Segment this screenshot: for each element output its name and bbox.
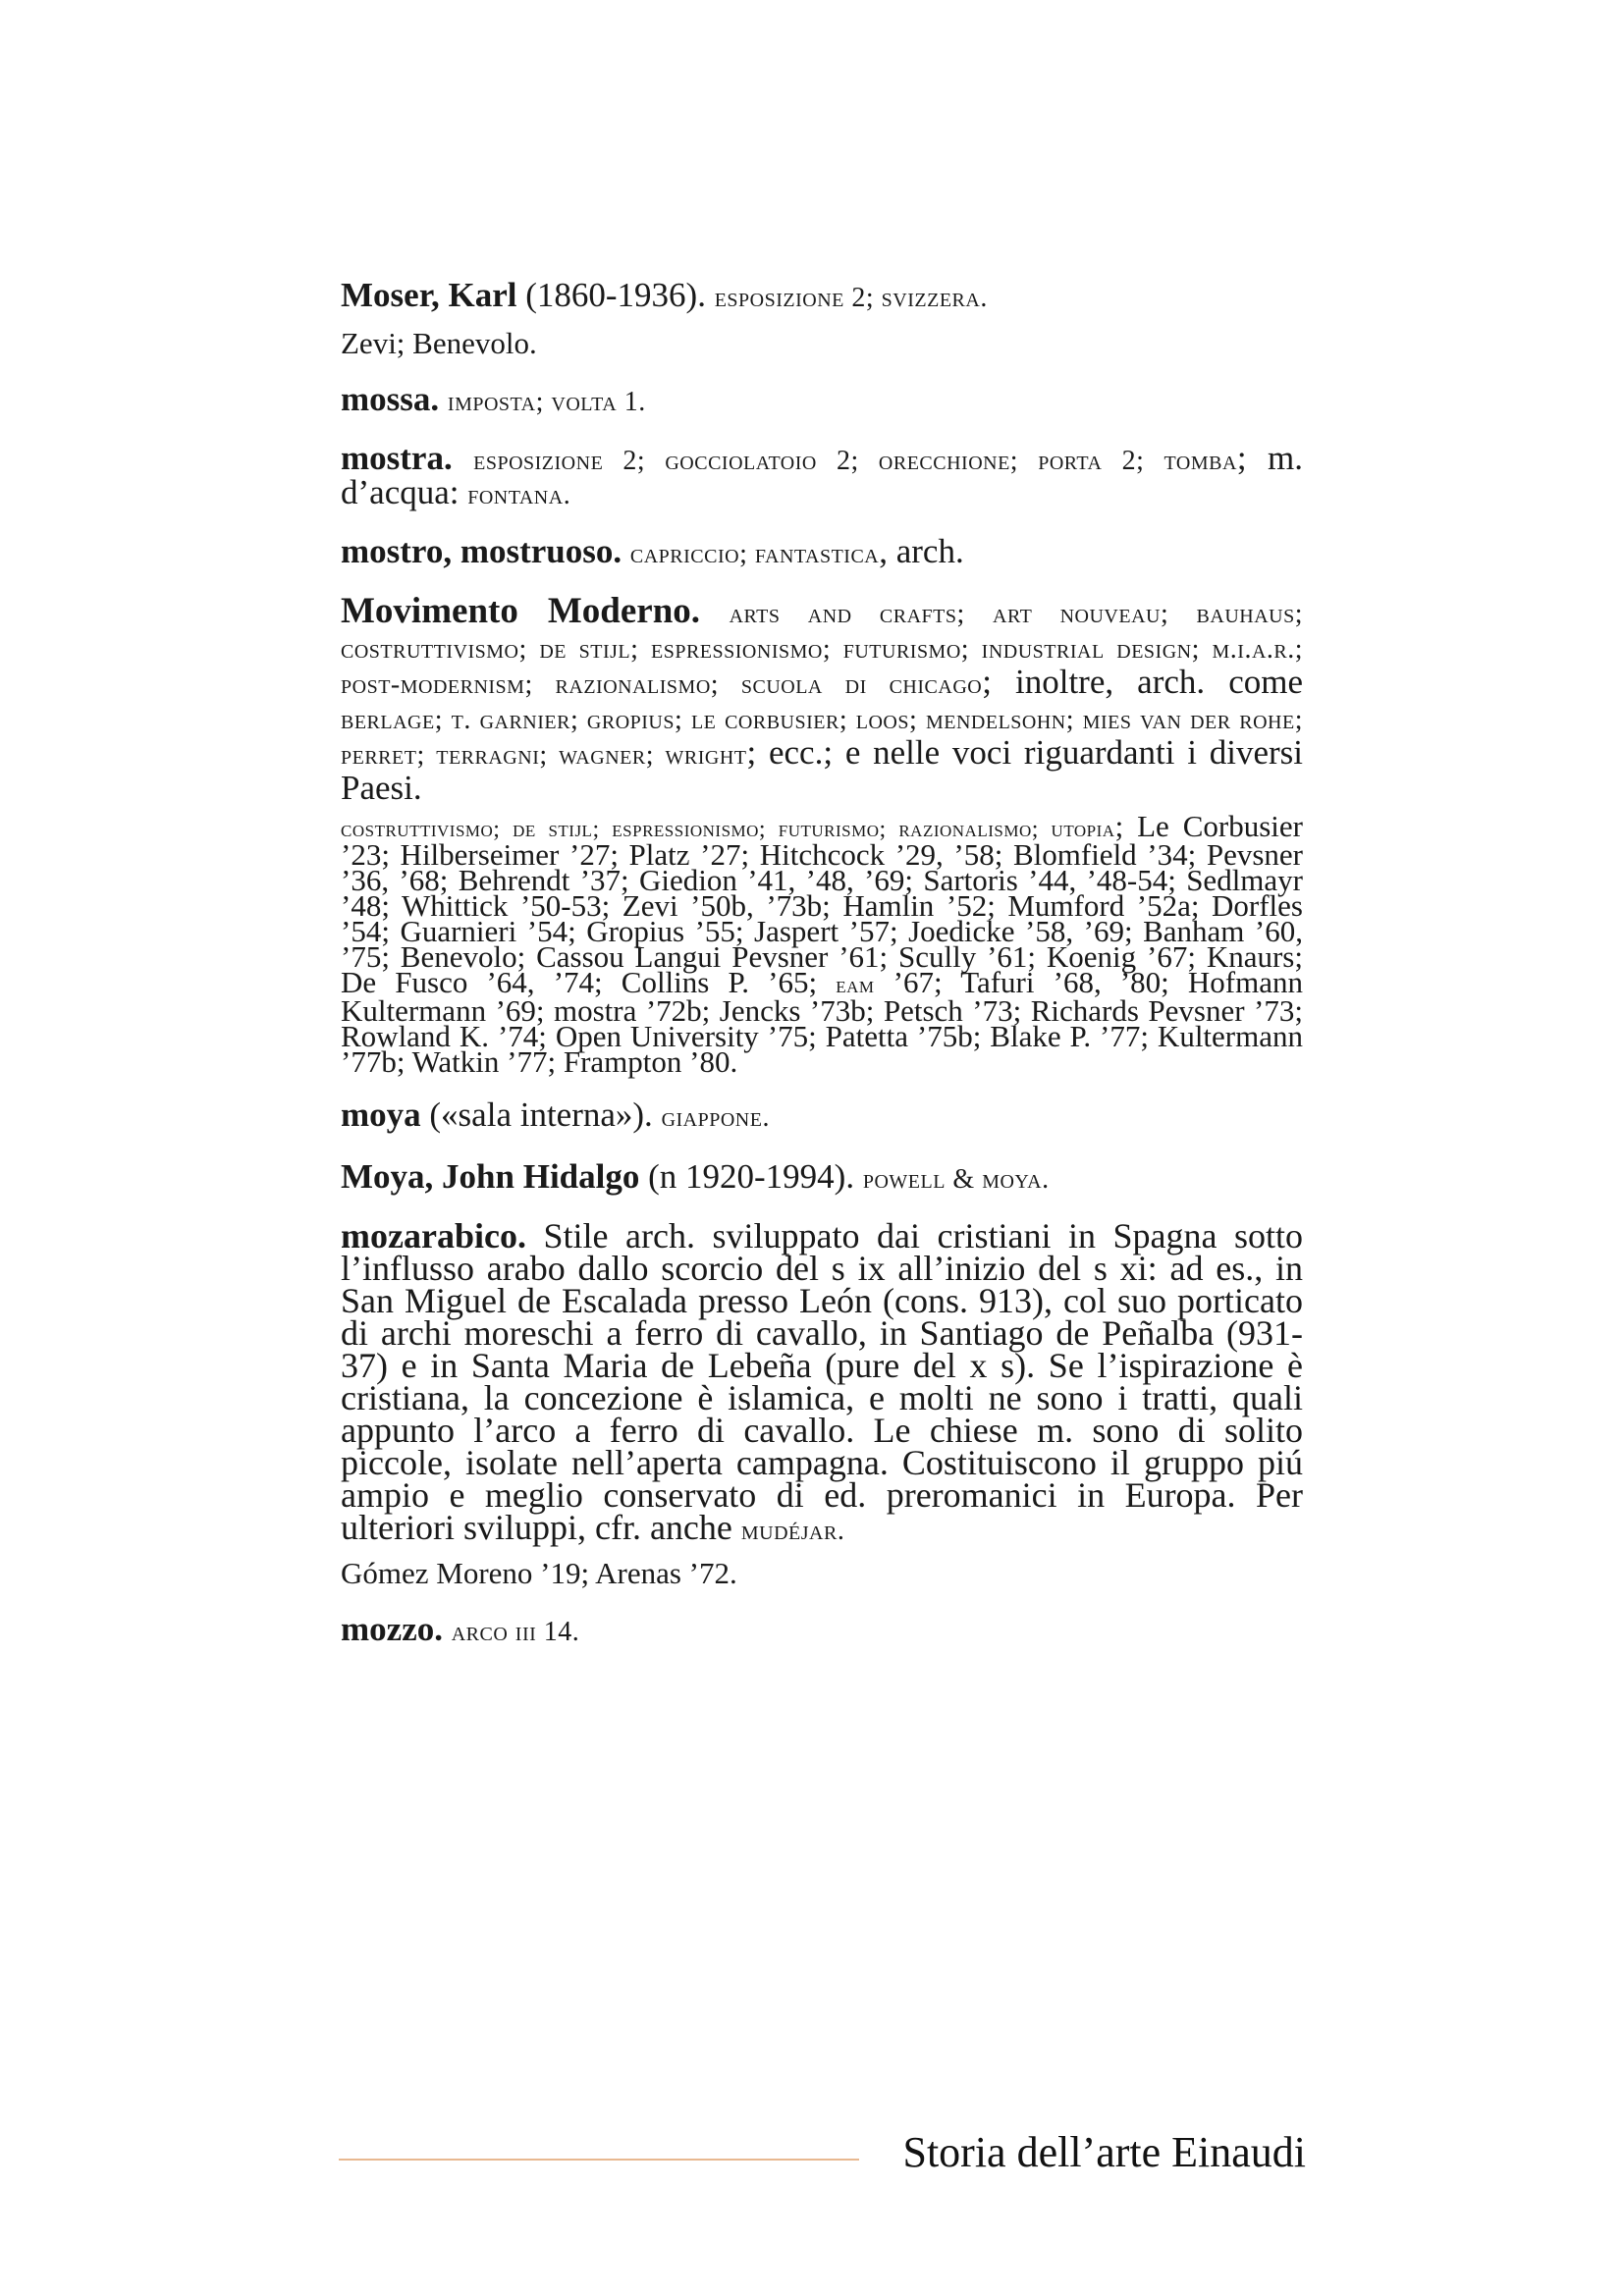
- footer-title: Storia dell’arte Einaudi: [902, 2128, 1306, 2176]
- entry-crossref: imposta; volta 1.: [447, 387, 646, 417]
- entry-text: , arch.: [879, 532, 964, 570]
- page-footer: [339, 2128, 1306, 2177]
- entry-crossref: berlage; t. garnier; gropius; le corbusier; loos; mendelsohn; mies van der rohe; perret; terragni; wagner; wright: [341, 705, 1303, 771]
- footer-rule: [339, 2159, 859, 2161]
- entry-mozarabico: [341, 1216, 1303, 1547]
- entry-text: ; m. d’acqua:: [341, 439, 1303, 511]
- entry-bibliography: Gómez Moreno ’19; Arenas ’72.: [341, 1556, 737, 1590]
- entry-headword: moya: [341, 1095, 421, 1134]
- entry-headword: mozzo.: [341, 1610, 443, 1648]
- entry-crossref: esposizione 2; gocciolatoio 2; orecchione; porta 2; tomba: [473, 446, 1237, 476]
- entry-headword: Movimento Moderno.: [341, 591, 701, 631]
- entry-moser: [341, 277, 1303, 317]
- entry-headword: mozarabico.: [341, 1216, 526, 1255]
- entry-dates: (1860-1936).: [516, 276, 715, 314]
- entry-crossref: powell & moya.: [862, 1164, 1050, 1195]
- entry-mossa: [341, 381, 1303, 421]
- bibliography-text: ; Le Corbusier ’23; Hilberseimer ’27; Platz ’27; Hitchcock ’29, ’58; Blomfield ’34; Pevsner ’36, ’68; Behrendt ’37; Giedion ’41, ’48, ’69; Sartoris ’44, ’48-54; Sedlmayr ’48; Whittick ’50-53; Zevi ’50b, ’73b; Hamlin ’52; Mumford ’52a; Dorfles ’54; Guarnieri ’54; Gropius ’55; Jaspert ’57; Joedicke ’58, ’69; Banham ’60, ’75; Benevolo; Cassou Langui Pevsner ’61; Scully ’61; Koenig ’67; Knaurs; De Fusco ’64, ’74; Collins P. ’65;: [341, 809, 1303, 999]
- entry-text: Stile arch. sviluppato dai cristiani in Spagna sotto l’influsso arabo dallo scorcio del s ix all’inizio del s xi: ad es., in San Miguel de Escalada presso León (cons. 913), col suo porticato di archi moreschi a ferro di cavallo, in Santiago de Peñalba (931-37) e in Santa Maria de Lebeña (pure del x s). Se l’ispirazione è cristiana, la concezione è islamica, e molti ne sono i tratti, quali appunto l’arco a ferro di cavallo. Le chiese m. sono di solito piccole, isolate nell’aperta campagna. Costituiscono il gruppo piú ampio e meglio conservato di ed. preromanici in Europa. Per ulteriori sviluppi, cfr. anche: [341, 1216, 1303, 1547]
- entry-headword: mossa.: [341, 380, 440, 418]
- entry-crossref: arco iii 14.: [451, 1617, 580, 1647]
- entry-crossref: fontana.: [467, 480, 571, 510]
- entry-crossref: esposizione 2; svizzera.: [714, 283, 988, 313]
- entry-text: ; inoltre, arch. come: [982, 663, 1304, 701]
- dictionary-column: [341, 277, 1303, 1673]
- entry-crossref: capriccio; fantastica: [629, 539, 880, 569]
- entry-mostra: [341, 439, 1303, 511]
- bibliography-crossref: eam: [836, 973, 875, 998]
- entry-crossref: giappone.: [661, 1102, 770, 1133]
- entry-text: ; ecc.; e nelle voci riguardanti i diversi Paesi.: [341, 733, 1304, 807]
- entry-dates: (n 1920-1994).: [639, 1157, 863, 1196]
- entry-headword: mostra.: [341, 439, 453, 477]
- entry-moya: [341, 1096, 1303, 1137]
- bibliography-crossref: costruttivismo; de stijl; espressionismo; futurismo; razionalismo; utopia: [341, 817, 1115, 842]
- entry-crossref: mudéjar.: [740, 1516, 845, 1546]
- entry-moya-john: [341, 1158, 1303, 1199]
- bibliography-text: ’67; Tafuri ’68, ’80; Hofmann Kultermann ’69; mostra ’72b; Jencks ’73b; Petsch ’73; Richards Pevsner ’73; Rowland K. ’74; Open University ’75; Patetta ’75b; Blake P. ’77; Kultermann ’77b; Watkin ’77; Frampton ’80.: [341, 965, 1303, 1079]
- entry-headword: Moser, Karl: [341, 276, 517, 314]
- entry-text: («sala interna»).: [420, 1095, 662, 1134]
- entry-crossref: arts and crafts; art nouveau; bauhaus; costruttivismo; de stijl; espressionismo; futurismo; industrial design; m.i.a.r.; post-modernism; razionalismo; scuola di chicago: [341, 599, 1303, 700]
- entry-mozzo: [341, 1611, 1303, 1651]
- entry-bibliography: Zevi; Benevolo.: [341, 326, 537, 360]
- entry-bibliography: [341, 809, 1303, 1079]
- entry-headword: Moya, John Hidalgo: [341, 1157, 640, 1196]
- entry-headword: mostro, mostruoso.: [341, 532, 622, 570]
- entry-mostro: [341, 533, 1303, 573]
- entry-movimento-moderno: [341, 591, 1304, 807]
